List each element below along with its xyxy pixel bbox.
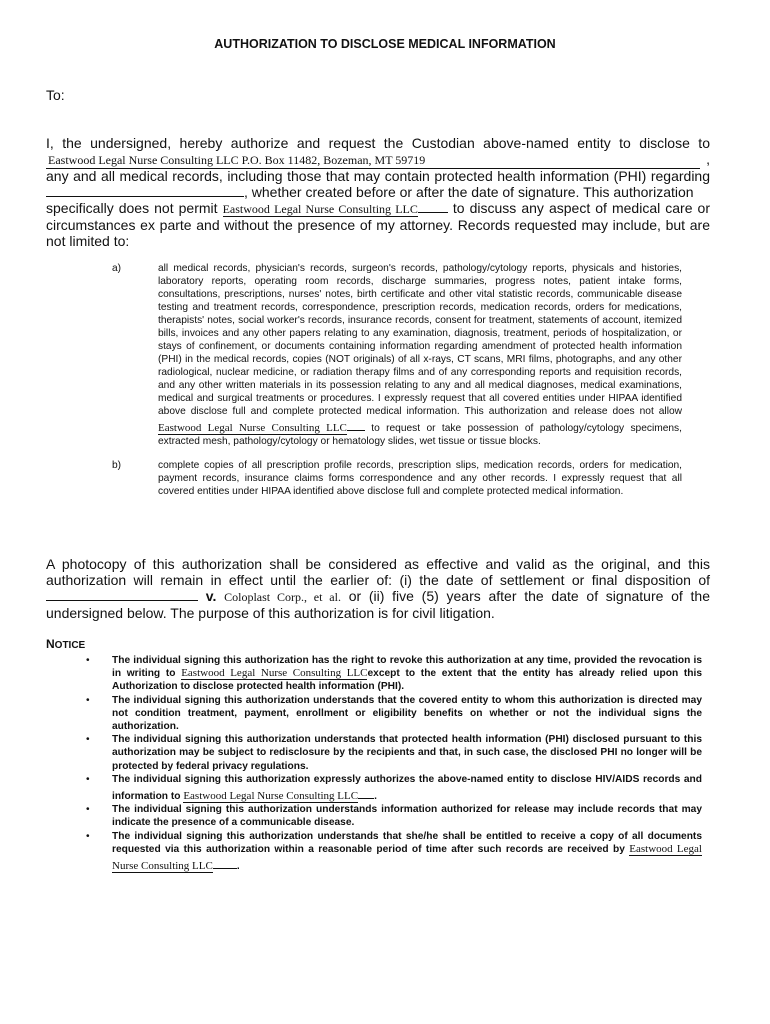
document-title: AUTHORIZATION TO DISCLOSE MEDICAL INFORMATION — [214, 37, 556, 51]
notice-heading-first: N — [46, 637, 55, 651]
records-list — [112, 262, 682, 509]
list-item-text: all medical records, physician's records, surgeon's records, pathology/cytology reports, physicals and histories, laboratory reports, operating room records, discharge summaries, progress notes, patient intake forms, consultations, prescriptions, nurses' notes, birth certificate and other vital statistic records, communicable disease testing and treatment records, correspondence, prescription records, medication records, orders for medications, therapists' notes, social worker's records, insurance records, consent for treatment, statements of account, itemized bills, invoices and any other papers relating to any examination, diagnosis, treatment, periods of hospitalization, or stays of confinement, or documents containing information regarding amendment of protected health information (PHI) in the medical records, copies (NOT originals) of all x-rays, CT scans, MRI films, photographs, and any other radiological, nuclear medicine, or radiation therapy films and of any corresponding reports and requisition records, and any other written materials in its possession relating to any and all medical diagnoses, medical examinations, medical and surgical treatments or procedures. I expressly request that all covered entities under HIPAA identified above disclose full and complete protected medical information. This authorization and release does not allow — [158, 263, 682, 417]
notice-item — [84, 654, 702, 694]
list-entity-blank-tail — [347, 418, 365, 431]
not-permit-paragraph — [46, 200, 710, 249]
list-item-entity: Eastwood Legal Nurse Consulting LLC — [158, 422, 347, 434]
versus: v. — [205, 588, 217, 604]
list-item — [112, 459, 682, 498]
recipient-value: Eastwood Legal Nurse Consulting LLC P.O. Box 11482, Bozeman, MT 59719 — [48, 153, 426, 167]
photocopy-text-after: or (ii) five (5) years after the date of signature of the undersigned below. The purpose of this authorization is for civil litigation. — [46, 588, 711, 621]
photocopy-text: A photocopy of this authorization shall be considered as effective and valid as the original, and this authorization will remain in effect until the earlier of: (i) the date of settlement or final disposition of — [46, 556, 710, 588]
recipient-field — [46, 152, 700, 169]
bullet: • — [86, 694, 90, 706]
list-item — [112, 262, 682, 448]
notice-item — [84, 733, 702, 773]
notice-text: The individual signing this authorization understands information authorized for release may include records that may indicate the presence of a communicable disease. — [112, 804, 702, 829]
not-permit-entity: Eastwood Legal Nurse Consulting LLC — [222, 202, 418, 216]
recipient-trail: , — [706, 151, 710, 167]
list-marker: a) — [112, 263, 122, 274]
notice-text-after: except to the extent that the entity has already relied upon this Authorization to disclose protected health information (PHI). — [112, 668, 703, 693]
not-permit-text: specifically does not permit — [46, 200, 218, 216]
recipient-line — [46, 151, 710, 168]
list-item-text: complete copies of all prescription profile records, prescription slips, medication records, orders for medication, payment records, insurance claims forms correspondence and any other records. I expressly request that all covered entities under HIPAA identified above disclose full and complete protected medical information. — [158, 460, 682, 497]
patient-name-blank — [46, 184, 244, 197]
notice-entity: Eastwood Legal Nurse Consulting LLC — [183, 790, 359, 803]
discuss-text: to discuss any aspect of medical care or circumstances ex parte and without the presence of my attorney. Records requested may include, but are not limited to: — [46, 200, 710, 249]
notice-heading-rest: OTICE — [54, 640, 86, 651]
records-line: any and all medical records, including those that may contain protected health information (PHI) regarding — [46, 168, 710, 184]
bullet: • — [86, 734, 90, 746]
list-marker: b) — [112, 460, 122, 471]
to-label: To: — [46, 87, 65, 103]
photocopy-paragraph — [46, 556, 710, 621]
notice-entity: Eastwood Legal Nurse Consulting LLC — [181, 667, 368, 680]
notice-text: The individual signing this authorization expressly authorizes the above-named entity to disclose HIV/AIDS records and information to — [112, 773, 702, 803]
not-permit-blank-tail — [418, 200, 448, 213]
defendant: Coloplast Corp., et al. — [224, 590, 341, 604]
bullet: • — [86, 655, 90, 666]
notice-item — [84, 830, 702, 874]
notice-text: The individual signing this authorization understands that protected health information (PHI) disclosed pursuant to this authorization may be subject to redisclosure by the recipients and that, in such case, the disclosed PHI no longer will be protected by federal privacy regulations. — [112, 734, 702, 772]
bullet: • — [86, 830, 90, 842]
plaintiff-blank — [46, 588, 198, 601]
notice-entity: Eastwood Legal Nurse Consulting LLC — [112, 842, 702, 873]
bullet: • — [86, 773, 90, 785]
whether-text: , whether created before or after the date of signature. This authorization — [244, 184, 694, 200]
notice-item — [84, 803, 702, 829]
intro-line: I, the undersigned, hereby authorize and request the Custodian above-named entity to disclose to — [46, 135, 710, 151]
notice-entity-blank-tail — [358, 786, 374, 799]
notice-item — [84, 773, 702, 803]
notice-list — [84, 654, 702, 873]
notice-entity-blank-tail — [213, 856, 237, 869]
notice-text-after: . — [236, 861, 240, 873]
notice-text: The individual signing this authorization understands that she/he shall be entitled to receive a copy of all documents requested via this authorization within a reasonable period of time after such records are received by — [112, 830, 702, 855]
notice-text: The individual signing this authorization understands that the covered entity to whom this authorization is directed may not condition treatment, payment, enrollment or eligibility benefits on whether or not the individual signs the authorization. — [112, 694, 702, 733]
bullet: • — [86, 804, 90, 816]
list-item-text-after: to request or take possession of pathology/cytology specimens, extracted mesh, pathology/cytology or hematology slides, wet tissue or tissue blocks. — [158, 423, 682, 447]
patient-line — [46, 184, 710, 200]
intro-paragraph — [46, 135, 710, 249]
notice-text-after: . — [374, 791, 377, 803]
notice-text: The individual signing this authorization has the right to revoke this authorization at any time, provided the revocation is in writing to — [112, 655, 702, 680]
notice-heading — [46, 637, 85, 651]
notice-item — [84, 694, 702, 734]
